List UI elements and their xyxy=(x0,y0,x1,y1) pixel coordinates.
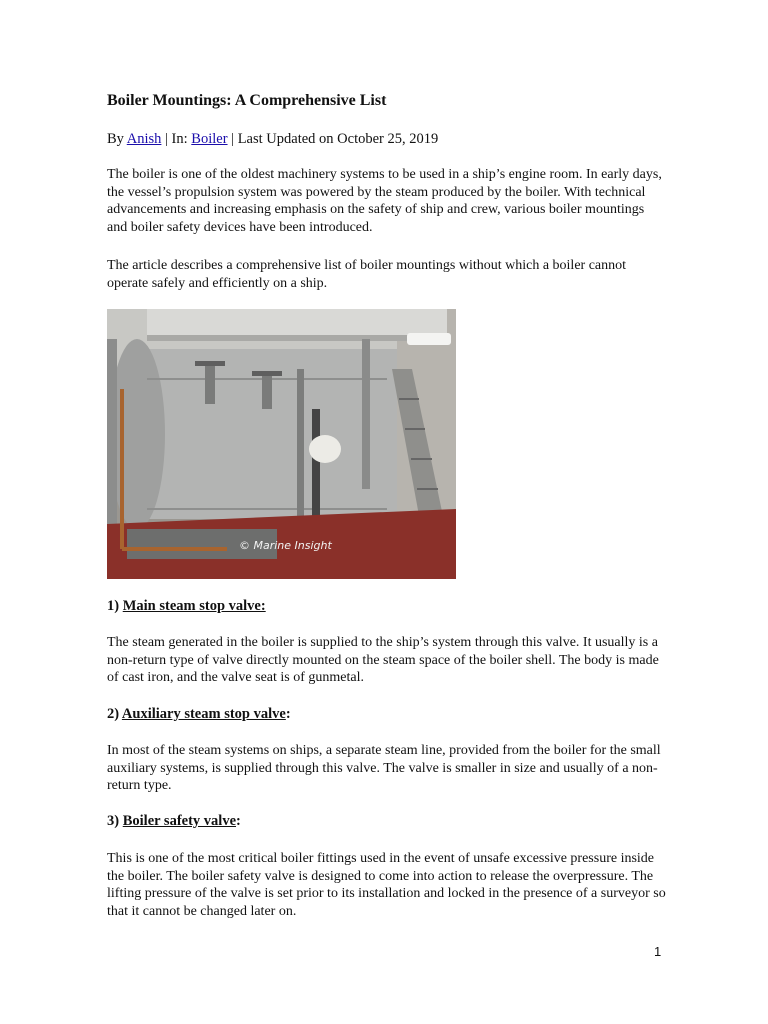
author-link[interactable]: Anish xyxy=(126,131,162,147)
section-body: This is one of the most critical boiler fittings used in the event of unsafe excessive pressure inside the boiler. The boiler safety valve is designed to come into action to release the overpressure. The lifting pressure of the valve is set prior to its installation and locked in the presence of a surveyor so that it cannot be changed later on. xyxy=(107,851,666,919)
section-number: 1) xyxy=(107,598,123,614)
byline-updated: | Last Updated on October 25, 2019 xyxy=(227,131,439,147)
section-number: 3) xyxy=(107,813,123,829)
boiler-photo xyxy=(107,309,456,579)
section-body: In most of the steam systems on ships, a separate steam line, provided from the boiler for the small auxiliary systems, is supplied through this valve. The valve is smaller in size and usually of a non-return type. xyxy=(107,743,661,793)
category-link[interactable]: Boiler xyxy=(191,131,228,147)
section-number: 2) xyxy=(107,706,122,722)
image-caption: © Marine Insight xyxy=(239,539,332,552)
section-suffix: : xyxy=(285,706,291,722)
section-heading-auxiliary-steam-stop-valve xyxy=(107,706,291,723)
section-suffix: : xyxy=(236,813,241,829)
section-term: Main steam stop valve: xyxy=(122,598,266,614)
byline-in: | In: xyxy=(161,131,192,147)
section-body: The steam generated in the boiler is supplied to the ship’s system through this valve. It usually is a non-return type of valve directly mounted on the steam space of the boiler shell. The body is made of cast iron, and the valve seat is of gunmetal. xyxy=(107,635,659,685)
article-title: Boiler Mountings: A Comprehensive List xyxy=(107,92,387,109)
byline-by: By xyxy=(107,131,127,147)
intro-paragraph: The article describes a comprehensive list of boiler mountings without which a boiler cannot operate safely and efficiently on a ship. xyxy=(107,258,627,291)
page-number: 1 xyxy=(654,944,662,959)
section-term: Boiler safety valve xyxy=(122,813,237,829)
byline xyxy=(107,131,438,148)
section-heading-main-steam-stop-valve xyxy=(107,598,266,615)
intro-paragraph: The boiler is one of the oldest machinery systems to be used in a ship’s engine room. In early days, the vessel’s propulsion system was powered by the steam produced by the boiler. With technical advancements and increasing emphasis on the safety of ship and crew, various boiler mountings and boiler safety devices have been introduced. xyxy=(107,167,662,235)
section-heading-boiler-safety-valve xyxy=(107,813,241,830)
section-term: Auxiliary steam stop valve xyxy=(121,706,286,722)
